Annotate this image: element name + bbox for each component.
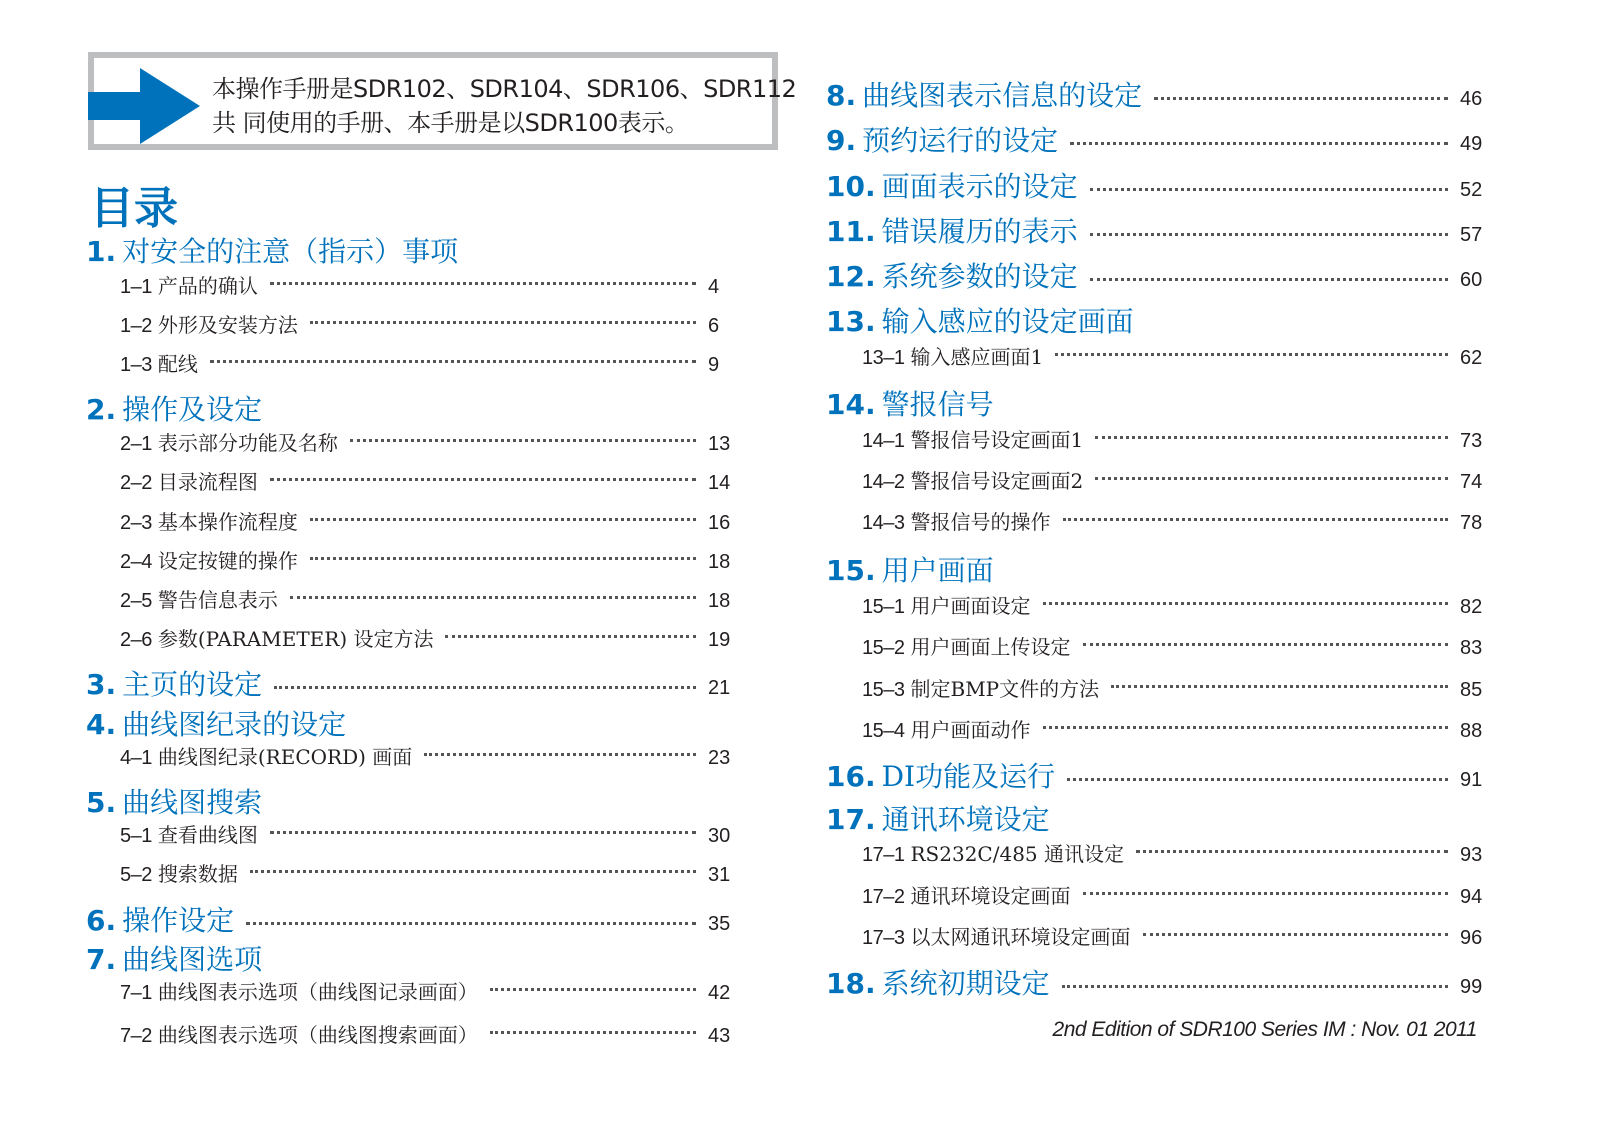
toc-entry-page: 62 bbox=[1460, 347, 1483, 369]
toc-entry-page: 14 bbox=[708, 472, 731, 494]
dot-leader bbox=[1095, 436, 1448, 439]
toc-entry-label: 基本操作流程度 bbox=[157, 510, 298, 534]
toc-entry-number: 5–2 bbox=[120, 864, 152, 886]
toc-entry-label: 配线 bbox=[157, 352, 198, 376]
toc-entry[interactable] bbox=[120, 858, 748, 887]
toc-entry-page: 52 bbox=[1460, 179, 1483, 201]
toc-entry-label: 操作设定 bbox=[122, 904, 235, 937]
dot-leader bbox=[1095, 477, 1448, 480]
toc-entry[interactable] bbox=[826, 165, 1500, 205]
toc-entry[interactable] bbox=[862, 838, 1500, 867]
toc-entry[interactable] bbox=[862, 590, 1500, 619]
arrow-right-icon bbox=[88, 68, 208, 144]
toc-entry-label: DI功能及运行 bbox=[881, 760, 1056, 793]
toc-entry-page: 91 bbox=[1460, 769, 1483, 791]
toc-entry-number: 2–2 bbox=[120, 472, 152, 494]
toc-entry-label: 输入感应画面1 bbox=[910, 345, 1044, 369]
toc-entry-number: 7–1 bbox=[120, 982, 152, 1004]
toc-entry-number: 5. bbox=[86, 786, 117, 819]
dot-leader bbox=[1043, 602, 1449, 605]
toc-entry-number: 15–4 bbox=[862, 720, 905, 742]
toc-entry[interactable] bbox=[862, 921, 1500, 950]
toc-entry-label: 预约运行的设定 bbox=[862, 124, 1059, 157]
toc-entry-page: 78 bbox=[1460, 512, 1483, 534]
toc-entry[interactable] bbox=[862, 341, 1500, 370]
toc-entry-label: 制定BMP文件的方法 bbox=[910, 677, 1100, 701]
toc-entry-label: 用户画面 bbox=[881, 554, 994, 587]
toc-entry-number: 4–1 bbox=[120, 747, 152, 769]
toc-entry-number: 7. bbox=[86, 943, 117, 976]
toc-entry-label: 警报信号设定画面1 bbox=[910, 428, 1084, 452]
toc-entry-page: 60 bbox=[1460, 269, 1483, 291]
toc-entry-number: 17–3 bbox=[862, 927, 905, 949]
dot-leader bbox=[1090, 278, 1448, 281]
toc-entry-number: 6. bbox=[86, 904, 117, 937]
toc-entry[interactable] bbox=[86, 938, 748, 978]
dot-leader bbox=[350, 439, 696, 442]
toc-entry-label: 警报信号的操作 bbox=[910, 510, 1051, 534]
toc-entry-number: 1–3 bbox=[120, 354, 152, 376]
dot-leader bbox=[310, 557, 696, 560]
dot-leader bbox=[1083, 643, 1449, 646]
toc-entry-number: 3. bbox=[86, 668, 117, 701]
toc-entry[interactable] bbox=[86, 388, 748, 428]
toc-entry[interactable] bbox=[86, 899, 748, 939]
toc-entry-label: 系统初期设定 bbox=[881, 967, 1050, 1000]
toc-entry-number: 1–2 bbox=[120, 315, 152, 337]
notice-line-1: 本操作手册是SDR102、SDR104、SDR106、SDR112 bbox=[212, 75, 797, 103]
toc-entry-page: 42 bbox=[708, 982, 731, 1004]
toc-entry-page: 18 bbox=[708, 590, 731, 612]
toc-entry-page: 73 bbox=[1460, 430, 1483, 452]
toc-entry-label: 对安全的注意（指示）事项 bbox=[122, 235, 459, 268]
toc-entry-label: 警报信号设定画面2 bbox=[910, 469, 1084, 493]
toc-entry-label: 曲线图表示信息的设定 bbox=[862, 79, 1143, 112]
toc-entry[interactable] bbox=[120, 270, 748, 299]
toc-entry-page: 82 bbox=[1460, 596, 1483, 618]
toc-entry[interactable] bbox=[862, 631, 1500, 660]
toc-entry-page: 6 bbox=[708, 315, 720, 337]
toc-entry-page: 21 bbox=[708, 677, 731, 699]
toc-entry-number: 16. bbox=[826, 760, 876, 793]
toc-entry[interactable] bbox=[862, 465, 1500, 494]
toc-entry-label: RS232C/485 通讯设定 bbox=[910, 842, 1125, 866]
toc-entry-label: 通讯环境设定 bbox=[881, 803, 1050, 836]
notice-text bbox=[212, 72, 796, 140]
dot-leader bbox=[1111, 685, 1448, 688]
toc-entry-number: 15. bbox=[826, 554, 876, 587]
toc-entry-page: 43 bbox=[708, 1025, 731, 1047]
toc-entry[interactable] bbox=[826, 255, 1500, 295]
toc-entry-number: 15–1 bbox=[862, 596, 905, 618]
toc-entry-label: 外形及安装方法 bbox=[157, 313, 298, 337]
toc-entry[interactable] bbox=[862, 714, 1500, 743]
toc-entry-label: 警告信息表示 bbox=[157, 588, 278, 612]
dot-leader bbox=[1143, 933, 1449, 936]
toc-entry[interactable] bbox=[120, 1019, 748, 1048]
toc-entry-label: 曲线图选项 bbox=[122, 943, 263, 976]
toc-entry-number: 14–3 bbox=[862, 512, 905, 534]
toc-entry-page: 35 bbox=[708, 913, 731, 935]
toc-entry-number: 15–3 bbox=[862, 679, 905, 701]
toc-entry-label: 操作及设定 bbox=[122, 393, 263, 426]
toc-entry-page: 57 bbox=[1460, 224, 1483, 246]
toc-entry-number: 18. bbox=[826, 967, 876, 1000]
dot-leader bbox=[210, 360, 696, 363]
toc-entry-number: 8. bbox=[826, 79, 857, 112]
toc-entry-page: 31 bbox=[708, 864, 731, 886]
toc-entry-label: 通讯环境设定画面 bbox=[910, 884, 1071, 908]
toc-entry[interactable] bbox=[826, 300, 1500, 340]
toc-entry[interactable] bbox=[826, 962, 1500, 1002]
toc-entry-label: 输入感应的设定画面 bbox=[881, 305, 1134, 338]
toc-entry-label: 用户画面设定 bbox=[910, 594, 1031, 618]
toc-entry-number: 12. bbox=[826, 260, 876, 293]
dot-leader bbox=[1136, 850, 1448, 853]
toc-entry-number: 2–3 bbox=[120, 512, 152, 534]
toc-entry-number: 13–1 bbox=[862, 347, 905, 369]
toc-entry-page: 85 bbox=[1460, 679, 1483, 701]
dot-leader bbox=[1062, 985, 1448, 988]
dot-leader bbox=[1063, 518, 1449, 521]
toc-entry[interactable] bbox=[120, 741, 748, 770]
toc-entry[interactable] bbox=[120, 466, 748, 495]
toc-entry[interactable] bbox=[862, 506, 1500, 535]
toc-entry-number: 1. bbox=[86, 235, 117, 268]
toc-entry[interactable] bbox=[862, 673, 1500, 702]
toc-entry[interactable] bbox=[826, 383, 1500, 423]
dot-leader bbox=[310, 518, 696, 521]
toc-entry-number: 14. bbox=[826, 388, 876, 421]
toc-entry[interactable] bbox=[826, 74, 1500, 114]
dot-leader bbox=[310, 321, 696, 324]
toc-entry-label: 主页的设定 bbox=[122, 668, 263, 701]
toc-entry[interactable] bbox=[120, 819, 748, 848]
toc-entry[interactable] bbox=[826, 210, 1500, 250]
dot-leader bbox=[1055, 353, 1448, 356]
dot-leader bbox=[490, 1031, 696, 1034]
toc-entry-label: 曲线图搜索 bbox=[122, 786, 263, 819]
dot-leader bbox=[1083, 892, 1449, 895]
edition-footer: 2nd Edition of SDR100 Series IM : Nov. 01 2011 bbox=[1052, 1018, 1477, 1041]
toc-entry[interactable] bbox=[826, 549, 1500, 589]
dot-leader bbox=[274, 686, 696, 689]
toc-entry-number: 14–1 bbox=[862, 430, 905, 452]
toc-entry-page: 88 bbox=[1460, 720, 1483, 742]
toc-entry[interactable] bbox=[120, 976, 748, 1005]
toc-entry-label: 设定按键的操作 bbox=[157, 549, 298, 573]
toc-entry-page: 94 bbox=[1460, 886, 1483, 908]
toc-entry-label: 用户画面动作 bbox=[910, 718, 1031, 742]
toc-entry-page: 30 bbox=[708, 825, 731, 847]
toc-entry-label: 系统参数的设定 bbox=[881, 260, 1078, 293]
toc-entry[interactable] bbox=[86, 781, 748, 821]
toc-entry-label: 表示部分功能及名称 bbox=[157, 431, 338, 455]
notice-box bbox=[88, 52, 797, 150]
dot-leader bbox=[246, 922, 696, 925]
toc-entry-number: 2–5 bbox=[120, 590, 152, 612]
toc-entry-number: 13. bbox=[826, 305, 876, 338]
toc-entry-number: 9. bbox=[826, 124, 857, 157]
toc-entry[interactable] bbox=[86, 663, 748, 703]
toc-entry[interactable] bbox=[862, 880, 1500, 909]
toc-entry[interactable] bbox=[120, 348, 748, 377]
toc-entry-label: 产品的确认 bbox=[157, 274, 258, 298]
toc-entry-number: 15–2 bbox=[862, 637, 905, 659]
toc-entry-label: 搜索数据 bbox=[157, 862, 238, 886]
toc-entry[interactable] bbox=[826, 798, 1500, 838]
toc-entry-number: 11. bbox=[826, 215, 876, 248]
dot-leader bbox=[270, 478, 696, 481]
toc-entry-page: 4 bbox=[708, 276, 720, 298]
toc-entry-number: 5–1 bbox=[120, 825, 152, 847]
toc-entry-number: 1–1 bbox=[120, 276, 152, 298]
toc-entry[interactable] bbox=[826, 755, 1500, 795]
toc-entry-number: 2–1 bbox=[120, 433, 152, 455]
toc-entry-page: 16 bbox=[708, 512, 731, 534]
toc-entry-label: 曲线图纪录的设定 bbox=[122, 708, 347, 741]
dot-leader bbox=[1154, 97, 1448, 100]
toc-entry[interactable] bbox=[120, 545, 748, 574]
toc-entry-page: 46 bbox=[1460, 88, 1483, 110]
toc-entry[interactable] bbox=[120, 584, 748, 613]
dot-leader bbox=[1090, 233, 1448, 236]
toc-entry[interactable] bbox=[120, 623, 748, 652]
toc-entry-label: 曲线图纪录(RECORD) 画面 bbox=[157, 745, 413, 769]
dot-leader bbox=[250, 870, 696, 873]
toc-entry-page: 83 bbox=[1460, 637, 1483, 659]
dot-leader bbox=[270, 831, 696, 834]
toc-entry-label: 以太网通讯环境设定画面 bbox=[910, 925, 1131, 949]
dot-leader bbox=[270, 282, 696, 285]
toc-entry-number: 14–2 bbox=[862, 471, 905, 493]
toc-entry-number: 2. bbox=[86, 393, 117, 426]
toc-title: 目录 bbox=[90, 183, 178, 234]
toc-entry-label: 参数(PARAMETER) 设定方法 bbox=[157, 627, 434, 651]
toc-entry-label: 画面表示的设定 bbox=[881, 170, 1078, 203]
toc-entry-label: 警报信号 bbox=[881, 388, 994, 421]
toc-entry-page: 9 bbox=[708, 354, 720, 376]
dot-leader bbox=[490, 988, 696, 991]
toc-entry-page: 23 bbox=[708, 747, 731, 769]
toc-entry-page: 19 bbox=[708, 629, 731, 651]
dot-leader bbox=[1067, 778, 1448, 781]
toc-entry-number: 17–1 bbox=[862, 844, 905, 866]
toc-entry-number: 17–2 bbox=[862, 886, 905, 908]
toc-entry-page: 99 bbox=[1460, 976, 1483, 998]
toc-entry-page: 96 bbox=[1460, 927, 1483, 949]
notice-line-2: 共 同使用的手册、本手册是以SDR100表示。 bbox=[212, 109, 689, 137]
toc-entry-label: 用户画面上传设定 bbox=[910, 635, 1071, 659]
toc-entry-page: 93 bbox=[1460, 844, 1483, 866]
dot-leader bbox=[290, 596, 696, 599]
toc-entry-page: 74 bbox=[1460, 471, 1483, 493]
toc-entry[interactable] bbox=[86, 703, 748, 743]
toc-entry-label: 目录流程图 bbox=[157, 470, 258, 494]
toc-entry-label: 查看曲线图 bbox=[157, 823, 258, 847]
toc-entry[interactable] bbox=[86, 230, 748, 270]
dot-leader bbox=[445, 635, 696, 638]
toc-entry[interactable] bbox=[120, 309, 748, 338]
toc-entry-number: 2–6 bbox=[120, 629, 152, 651]
toc-entry-label: 曲线图表示选项（曲线图搜索画面） bbox=[157, 1023, 478, 1047]
toc-entry-page: 13 bbox=[708, 433, 731, 455]
toc-entry-number: 4. bbox=[86, 708, 117, 741]
toc-entry-number: 10. bbox=[826, 170, 876, 203]
toc-entry-label: 错误履历的表示 bbox=[881, 215, 1078, 248]
toc-entry[interactable] bbox=[120, 506, 748, 535]
toc-entry-label: 曲线图表示选项（曲线图记录画面） bbox=[157, 980, 478, 1004]
toc-entry[interactable] bbox=[862, 424, 1500, 453]
toc-entry-number: 2–4 bbox=[120, 551, 152, 573]
toc-entry-page: 49 bbox=[1460, 133, 1483, 155]
dot-leader bbox=[1090, 188, 1448, 191]
toc-entry-number: 17. bbox=[826, 803, 876, 836]
toc-entry-page: 18 bbox=[708, 551, 731, 573]
toc-entry-number: 7–2 bbox=[120, 1025, 152, 1047]
dot-leader bbox=[1043, 726, 1449, 729]
dot-leader bbox=[424, 753, 696, 756]
toc-entry[interactable] bbox=[120, 427, 748, 456]
toc-entry[interactable] bbox=[826, 119, 1500, 159]
dot-leader bbox=[1070, 142, 1448, 145]
